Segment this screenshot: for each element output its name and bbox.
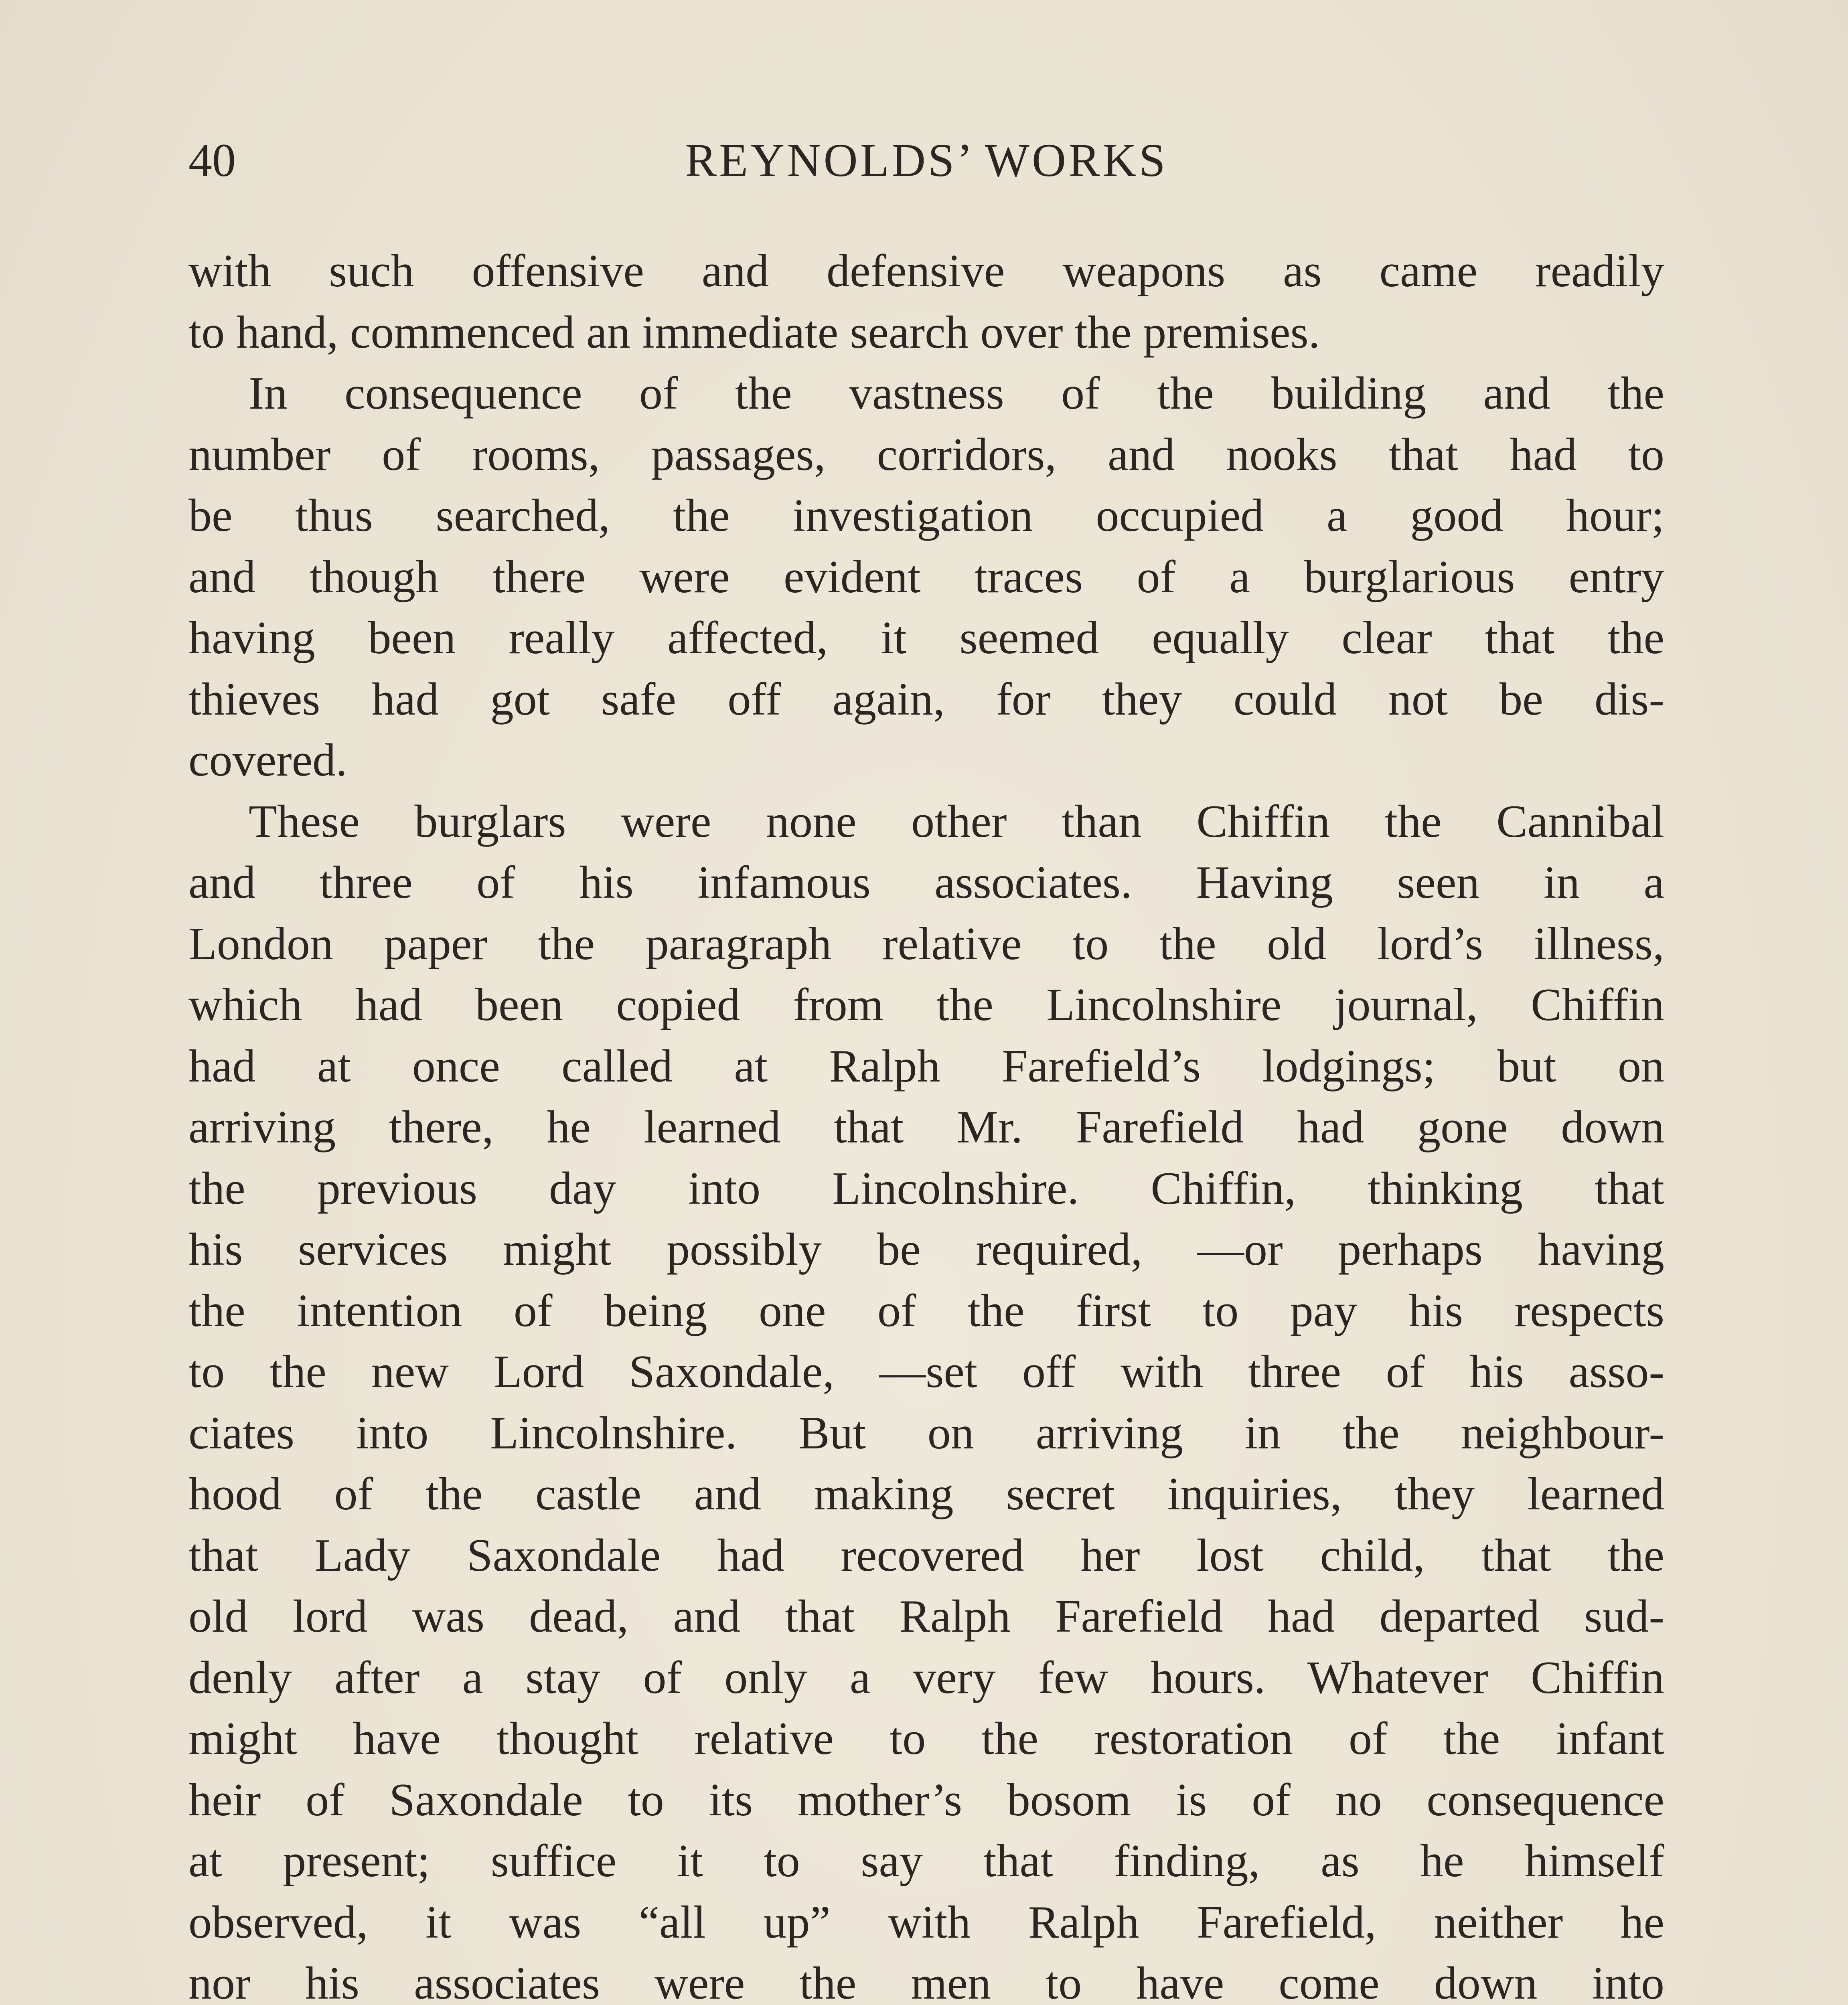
- text-line: thieves had got safe off again, for they could not be dis-: [188, 673, 1664, 725]
- text-line: old lord was dead, and that Ralph Farefield had departed sud-: [188, 1591, 1664, 1642]
- text-line: to hand, commenced an immediate search over the premises.: [188, 306, 1320, 358]
- text-line: arriving there, he learned that Mr. Farefield had gone down: [188, 1102, 1664, 1153]
- page-header: [188, 128, 1664, 192]
- text-line: ciates into Lincolnshire. But on arriving in the neighbour-: [188, 1407, 1664, 1459]
- page-number: 40: [188, 134, 236, 186]
- text-line: number of rooms, passages, corridors, and nooks that had to: [188, 429, 1664, 480]
- text-line: London paper the paragraph relative to the old lord’s illness,: [188, 918, 1664, 970]
- text-line: which had been copied from the Lincolnshire journal, Chiffin: [188, 979, 1664, 1031]
- text-line: denly after a stay of only a very few hours. Whatever Chiffin: [188, 1652, 1664, 1703]
- text-line: heir of Saxondale to its mother’s bosom is of no consequence: [188, 1774, 1664, 1826]
- text-line: having been really affected, it seemed equally clear that the: [188, 612, 1664, 664]
- running-head: REYNOLDS’ WORKS: [685, 134, 1168, 186]
- text-line: hood of the castle and making secret inquiries, they learned: [188, 1468, 1664, 1520]
- text-line: the intention of being one of the first to pay his respects: [188, 1285, 1664, 1337]
- paragraph: [188, 791, 1664, 2005]
- text-line: to the new Lord Saxondale, —set off with three of his asso-: [188, 1346, 1664, 1397]
- text-line: his services might possibly be required, —or perhaps having: [188, 1224, 1664, 1275]
- text-line: had at once called at Ralph Farefield’s lodgings; but on: [188, 1040, 1664, 1092]
- text-line: observed, it was “all up” with Ralph Farefield, neither he: [188, 1896, 1664, 1948]
- text-line: In consequence of the vastness of the building and the: [249, 368, 1664, 419]
- text-line: nor his associates were the men to have come down into: [188, 1958, 1664, 2005]
- text-line: and three of his infamous associates. Having seen in a: [188, 857, 1664, 908]
- text-line: be thus searched, the investigation occupied a good hour;: [188, 490, 1664, 541]
- text-line: at present; suffice it to say that finding, as he himself: [188, 1835, 1664, 1887]
- text-line: These burglars were none other than Chiffin the Cannibal: [249, 796, 1664, 847]
- text-line: covered.: [188, 735, 348, 786]
- text-line: the previous day into Lincolnshire. Chiffin, thinking that: [188, 1162, 1664, 1214]
- paragraph: [188, 363, 1664, 791]
- text-line: and though there were evident traces of a burglarious entry: [188, 551, 1664, 603]
- paragraph: [188, 241, 1664, 363]
- text-line: that Lady Saxondale had recovered her lost child, that the: [188, 1529, 1664, 1581]
- text-line: might have thought relative to the restoration of the infant: [188, 1713, 1664, 1764]
- body-text: [188, 241, 1664, 2005]
- text-line: with such offensive and defensive weapons as came readily: [188, 245, 1664, 297]
